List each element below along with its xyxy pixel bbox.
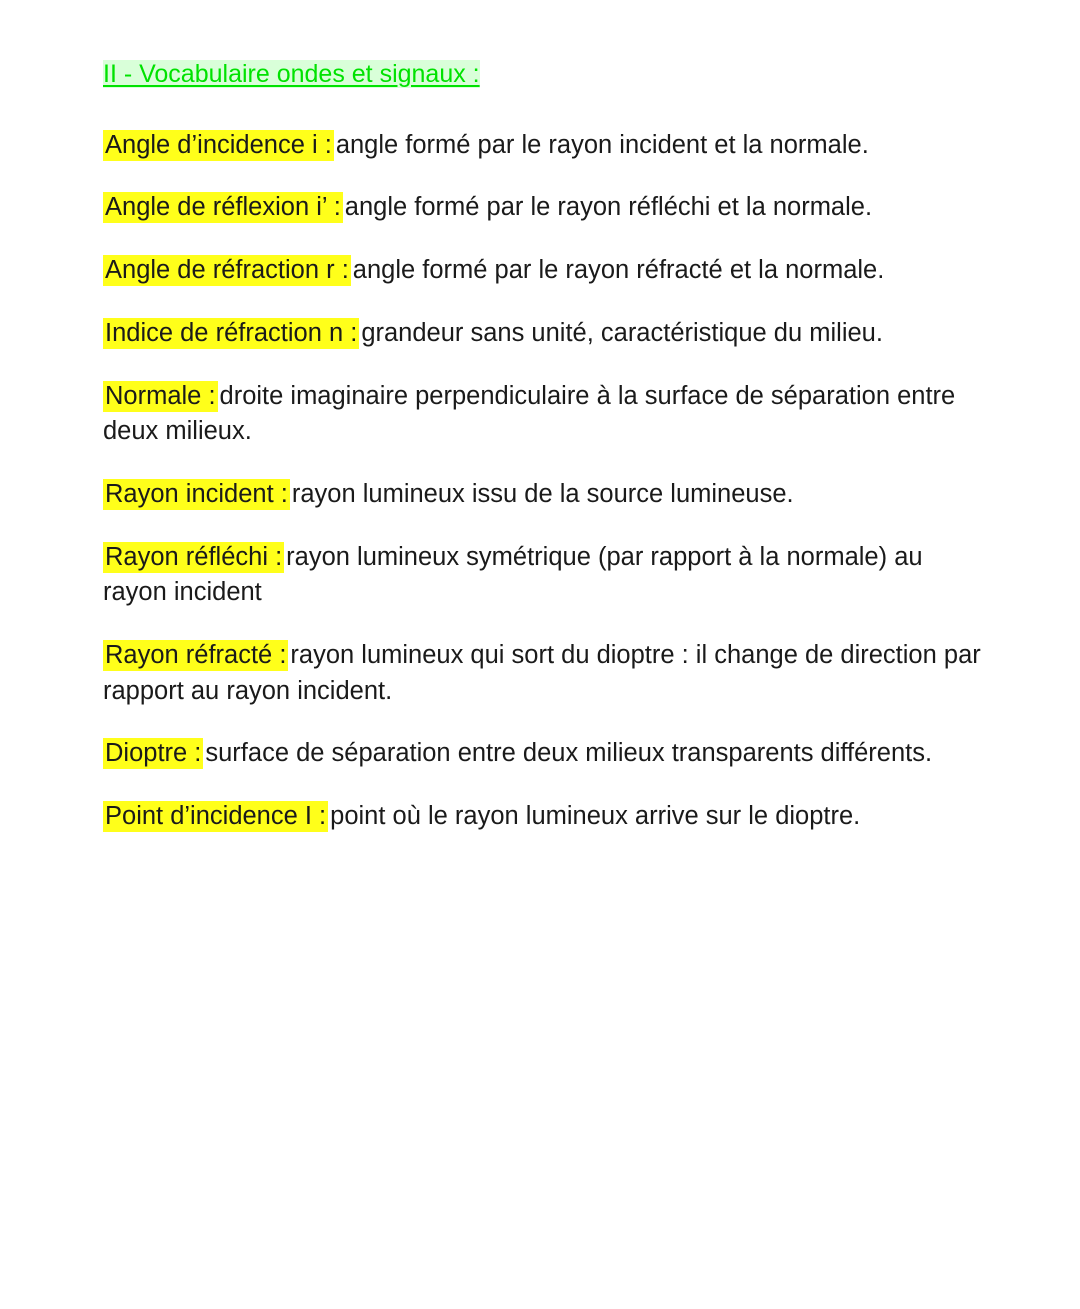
section-heading: II - Vocabulaire ondes et signaux : [103,60,480,88]
glossary-term: Dioptre : [105,739,202,768]
glossary-entry [103,477,983,513]
glossary-definition: angle formé par le rayon incident et la normale. [335,130,869,159]
glossary-term: Rayon incident : [105,479,288,508]
glossary-definition: surface de séparation entre deux milieux transparents différents. [205,739,933,768]
glossary-definition: rayon lumineux issu de la source lumineuse. [291,479,794,508]
glossary-term: Point d’incidence I : [105,802,327,830]
glossary-definition: droite imaginaire perpendiculaire à la surface de séparation entre deux milieux. [103,381,956,446]
glossary-definition: grandeur sans unité, caractéristique du milieu. [361,318,883,347]
glossary-entry [103,638,983,709]
glossary-term: Normale : [105,381,216,410]
glossary-definition: angle formé par le rayon réfléchi et la normale. [344,193,873,222]
glossary-definition: point où le rayon lumineux arrive sur le dioptre. [330,802,861,830]
glossary-term: Rayon réfracté : [105,640,287,669]
glossary-entry [103,190,983,226]
glossary-entry [103,316,983,352]
glossary-entry [103,253,983,289]
glossary-entry [103,799,983,835]
glossary-definition: rayon lumineux symétrique (par rapport à la normale) au rayon incident [103,542,923,607]
page-title [103,58,985,92]
glossary-term: Indice de réfraction n : [105,318,358,347]
glossary-term: Rayon réfléchi : [105,542,283,571]
glossary-entry [103,128,983,164]
glossary-definition: angle formé par le rayon réfracté et la normale. [352,256,885,285]
glossary-term: Angle de réflexion i’ : [105,193,341,222]
glossary-entry [103,736,983,772]
glossary-term: Angle d’incidence i : [105,130,332,159]
glossary-term: Angle de réfraction r : [105,256,349,285]
glossary-entry [103,379,983,450]
glossary-entry [103,540,983,611]
glossary-definition: rayon lumineux qui sort du dioptre : il change de direction par rapport au rayon incident. [103,640,981,705]
